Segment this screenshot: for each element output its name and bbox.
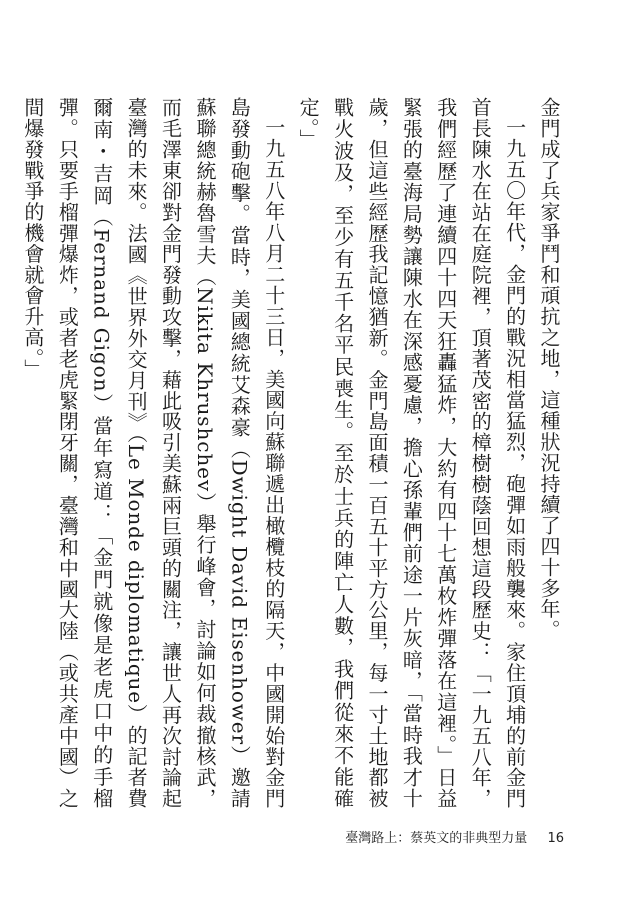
- running-title: 臺灣路上：蔡英文的非典型力量: [345, 831, 528, 846]
- page-footer: [345, 827, 564, 846]
- paragraph-1: 金門成了兵家爭鬥和頑抗之地，這種狀況持續了四十多年。: [537, 97, 561, 641]
- paragraph-3: 一九五八年八月二十三日，美國向蘇聯遞出橄欖枝的隔天，中國開始對金門島發動砲擊。當時，美國總統艾森豪（Dwight David Eisenhower）邀請蘇聯總統赫魯雪夫（Nikita Khrushchev）舉行峰會，討論如何裁撤核武，而毛澤東卻對金門發動攻擊，藉此吸引美蘇兩巨頭的關注，讓世人再次討論起臺灣的未來。法國《世界外交月刊》（Le Monde diplomatique）的記者費爾南・吉岡（Fernand Gigon）當年寫道：「金門就像是老虎口中的手榴彈。只要手榴彈爆炸，或者老虎緊閉牙關，臺灣和中國大陸（或共產中國）之間爆發戰爭的機會就會升高。」: [20, 97, 286, 809]
- paragraph-2: 一九五〇年代，金門的戰況相當猛烈，砲彈如雨般襲來。家住頂埔的前金門首長陳水在站在庭院裡，頂著茂密的樟樹樹蔭回想這段歷史：「一九五八年，我們經歷了連續四十四天狂轟猛炸，大約有四十七萬枚炸彈落在這裡。」日益緊張的臺海局勢讓陳水在深感憂慮，擔心孫輩們前途一片灰暗，「當時我才十歲，但這些經歷我記憶猶新。金門島面積一百五十平方公里，每一寸土地都被戰火波及，至少有五千名平民喪生。至於士兵的陣亡人數，我們從來不能確定。」: [296, 97, 527, 809]
- page-number: 16: [547, 831, 564, 846]
- body-text: [16, 97, 567, 809]
